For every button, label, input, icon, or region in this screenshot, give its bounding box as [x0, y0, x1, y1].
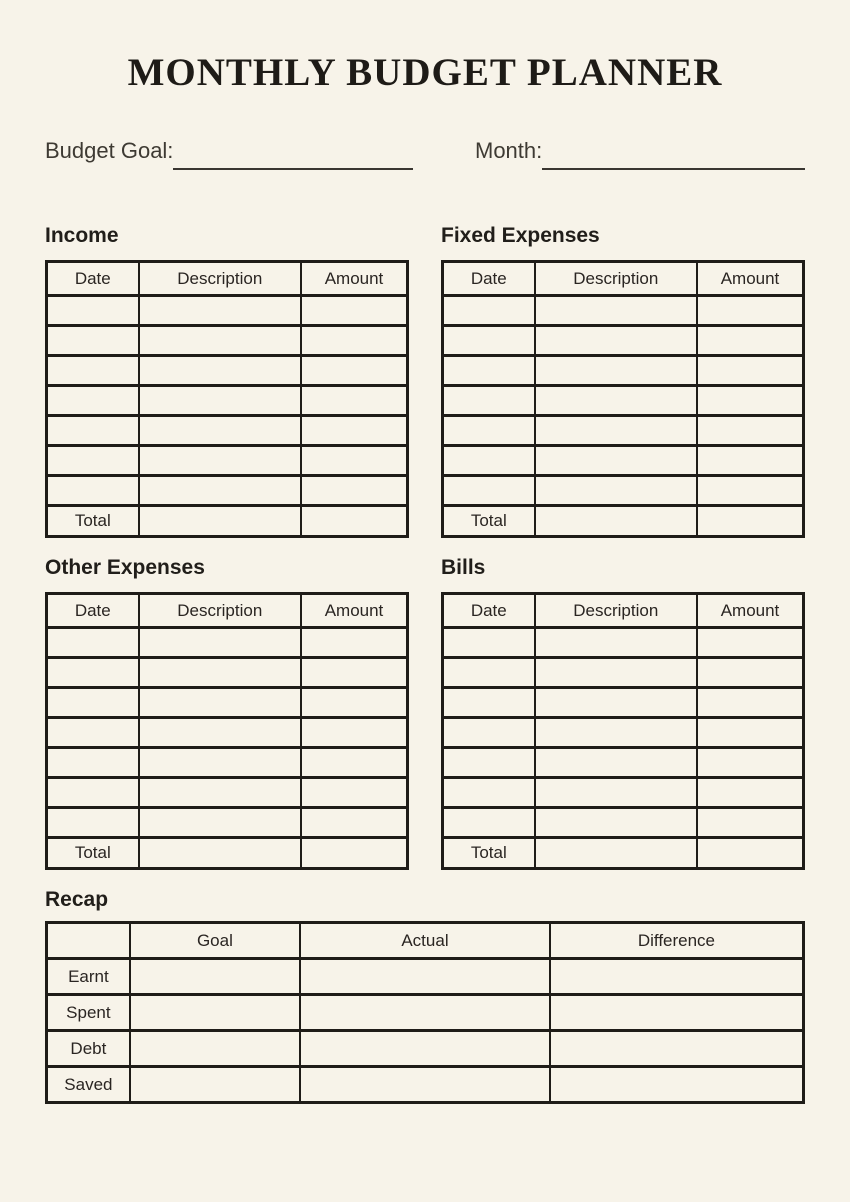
empty-cell [47, 356, 139, 386]
empty-cell [47, 446, 139, 476]
recap-column-header: Goal [130, 923, 300, 959]
empty-cell [697, 658, 804, 688]
empty-cell [443, 658, 535, 688]
total-description-cell [139, 838, 301, 869]
fixed-expenses-section-title: Fixed Expenses [441, 224, 600, 248]
empty-cell [697, 476, 804, 506]
empty-cell [139, 386, 301, 416]
empty-cell [697, 688, 804, 718]
empty-cell [47, 688, 139, 718]
column-header: Description [139, 262, 301, 296]
table-row [443, 808, 804, 838]
total-description-cell [535, 838, 697, 869]
empty-cell [535, 356, 697, 386]
table-row [443, 416, 804, 446]
empty-cell [47, 628, 139, 658]
empty-cell [139, 356, 301, 386]
table-row [47, 688, 408, 718]
table-row [47, 808, 408, 838]
empty-cell [697, 628, 804, 658]
empty-cell [443, 356, 535, 386]
bills-table [441, 592, 805, 870]
table-row [443, 748, 804, 778]
column-header: Description [535, 594, 697, 628]
empty-cell [300, 959, 550, 995]
empty-cell [697, 808, 804, 838]
empty-cell [535, 778, 697, 808]
recap-header-row [47, 923, 804, 959]
empty-cell [139, 718, 301, 748]
total-label: Total [47, 838, 139, 869]
page-title: MONTHLY BUDGET PLANNER [127, 51, 723, 94]
recap-row [47, 959, 804, 995]
recap-table [45, 921, 805, 1104]
empty-cell [130, 1067, 300, 1103]
empty-cell [301, 808, 408, 838]
table-row [443, 718, 804, 748]
empty-cell [697, 718, 804, 748]
column-header: Amount [301, 262, 408, 296]
total-amount-cell [301, 506, 408, 537]
header-fields [45, 140, 805, 170]
empty-cell [139, 446, 301, 476]
total-row [443, 506, 804, 537]
income-table [45, 260, 409, 538]
empty-cell [697, 446, 804, 476]
empty-cell [697, 356, 804, 386]
empty-cell [301, 688, 408, 718]
empty-cell [47, 748, 139, 778]
empty-cell [47, 296, 139, 326]
empty-cell [301, 446, 408, 476]
income-section-title: Income [45, 224, 119, 248]
recap-section [45, 888, 805, 1104]
empty-cell [301, 386, 408, 416]
empty-cell [47, 718, 139, 748]
empty-cell [535, 416, 697, 446]
empty-cell [443, 446, 535, 476]
empty-cell [535, 658, 697, 688]
empty-cell [47, 386, 139, 416]
total-row [443, 838, 804, 869]
empty-cell [139, 748, 301, 778]
recap-row [47, 995, 804, 1031]
recap-section-title: Recap [45, 888, 109, 912]
total-row [47, 838, 408, 869]
table-row [47, 416, 408, 446]
column-header: Description [535, 262, 697, 296]
empty-cell [139, 778, 301, 808]
recap-row-label: Saved [47, 1067, 130, 1103]
empty-cell [443, 808, 535, 838]
header-row [443, 594, 804, 628]
empty-cell [130, 995, 300, 1031]
total-row [47, 506, 408, 537]
table-row [443, 628, 804, 658]
empty-cell [697, 326, 804, 356]
empty-cell [139, 476, 301, 506]
empty-cell [697, 296, 804, 326]
empty-cell [443, 386, 535, 416]
empty-cell [443, 628, 535, 658]
empty-cell [550, 1067, 804, 1103]
empty-cell [535, 446, 697, 476]
empty-cell [301, 718, 408, 748]
empty-cell [535, 628, 697, 658]
empty-cell [550, 1031, 804, 1067]
empty-cell [301, 296, 408, 326]
empty-cell [535, 748, 697, 778]
total-label: Total [443, 838, 535, 869]
recap-row [47, 1067, 804, 1103]
column-header: Amount [301, 594, 408, 628]
table-row [47, 476, 408, 506]
table-row [47, 628, 408, 658]
empty-cell [139, 326, 301, 356]
recap-column-header: Difference [550, 923, 804, 959]
header-row [47, 262, 408, 296]
total-description-cell [535, 506, 697, 537]
total-description-cell [139, 506, 301, 537]
empty-cell [550, 995, 804, 1031]
empty-cell [443, 476, 535, 506]
table-row [47, 718, 408, 748]
empty-cell [535, 476, 697, 506]
bills-section-title: Bills [441, 556, 486, 580]
recap-row-label: Debt [47, 1031, 130, 1067]
table-row [443, 688, 804, 718]
empty-cell [47, 778, 139, 808]
table-row [47, 446, 408, 476]
empty-cell [47, 476, 139, 506]
empty-cell [47, 326, 139, 356]
empty-cell [139, 808, 301, 838]
table-row [47, 386, 408, 416]
budget-goal-label: Budget Goal: [45, 138, 174, 164]
column-header: Amount [697, 594, 804, 628]
table-row [47, 356, 408, 386]
empty-cell [47, 658, 139, 688]
empty-cell [535, 296, 697, 326]
empty-cell [130, 1031, 300, 1067]
table-row [443, 778, 804, 808]
empty-cell [443, 416, 535, 446]
recap-corner-cell [47, 923, 130, 959]
empty-cell [301, 628, 408, 658]
empty-cell [300, 1031, 550, 1067]
budget-goal-field [45, 140, 413, 170]
month-label: Month: [475, 138, 543, 164]
table-row [47, 326, 408, 356]
empty-cell [697, 416, 804, 446]
recap-column-header: Actual [300, 923, 550, 959]
table-row [443, 658, 804, 688]
empty-cell [47, 808, 139, 838]
header-row [47, 594, 408, 628]
other-expenses-section-title: Other Expenses [45, 556, 205, 580]
empty-cell [443, 748, 535, 778]
recap-row-label: Spent [47, 995, 130, 1031]
table-row [47, 748, 408, 778]
empty-cell [139, 296, 301, 326]
recap-row-label: Earnt [47, 959, 130, 995]
empty-cell [443, 718, 535, 748]
empty-cell [139, 688, 301, 718]
table-row [47, 778, 408, 808]
empty-cell [300, 995, 550, 1031]
fixed-expenses-section [441, 224, 805, 538]
empty-cell [47, 416, 139, 446]
empty-cell [301, 326, 408, 356]
empty-cell [535, 326, 697, 356]
empty-cell [535, 718, 697, 748]
table-row [443, 446, 804, 476]
bills-section [441, 556, 805, 870]
empty-cell [443, 326, 535, 356]
header-row [443, 262, 804, 296]
empty-cell [697, 386, 804, 416]
table-row [443, 326, 804, 356]
empty-cell [535, 688, 697, 718]
column-header: Date [47, 262, 139, 296]
month-blank-line [542, 168, 805, 170]
column-header: Date [443, 262, 535, 296]
empty-cell [301, 476, 408, 506]
budget-tables-grid [45, 224, 805, 870]
empty-cell [443, 778, 535, 808]
empty-cell [443, 296, 535, 326]
empty-cell [130, 959, 300, 995]
empty-cell [697, 778, 804, 808]
table-row [443, 356, 804, 386]
empty-cell [535, 386, 697, 416]
column-header: Amount [697, 262, 804, 296]
column-header: Description [139, 594, 301, 628]
other-expenses-section [45, 556, 409, 870]
empty-cell [301, 658, 408, 688]
budget-goal-blank-line [173, 168, 413, 170]
table-row [443, 476, 804, 506]
total-label: Total [47, 506, 139, 537]
empty-cell [550, 959, 804, 995]
table-row [47, 658, 408, 688]
empty-cell [443, 688, 535, 718]
table-row [443, 296, 804, 326]
total-amount-cell [301, 838, 408, 869]
table-row [443, 386, 804, 416]
empty-cell [139, 416, 301, 446]
other-expenses-table [45, 592, 409, 870]
income-section [45, 224, 409, 538]
fixed-expenses-table [441, 260, 805, 538]
recap-row [47, 1031, 804, 1067]
table-row [47, 296, 408, 326]
total-amount-cell [697, 506, 804, 537]
empty-cell [535, 808, 697, 838]
total-amount-cell [697, 838, 804, 869]
column-header: Date [47, 594, 139, 628]
empty-cell [301, 416, 408, 446]
total-label: Total [443, 506, 535, 537]
empty-cell [139, 628, 301, 658]
empty-cell [301, 356, 408, 386]
column-header: Date [443, 594, 535, 628]
month-field [475, 140, 805, 170]
empty-cell [139, 658, 301, 688]
empty-cell [300, 1067, 550, 1103]
empty-cell [301, 778, 408, 808]
empty-cell [697, 748, 804, 778]
empty-cell [301, 748, 408, 778]
